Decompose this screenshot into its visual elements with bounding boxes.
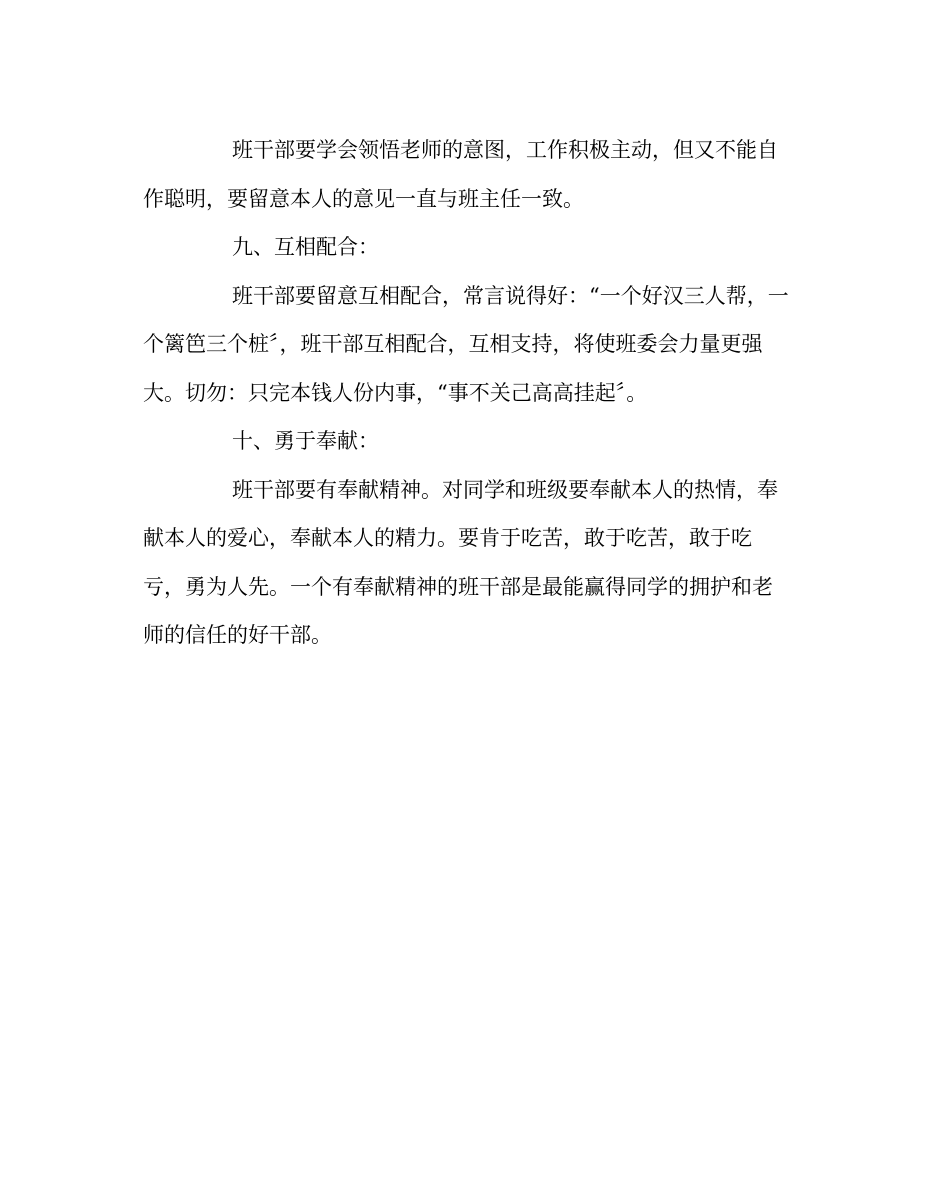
paragraph-line: 作聪明，要留意本人的意见一直与班主任一致。 [143, 186, 584, 211]
paragraph-line: 班干部要有奉献精神。对同学和班级要奉献本人的热情，奉 [232, 477, 778, 502]
paragraph-line: 大。切勿：只完本钱人份内事，“事不关己高高挂起〞。 [143, 380, 648, 405]
section-heading: 九、互相配合： [232, 235, 379, 259]
paragraph-line: 师的信任的好干部。 [143, 623, 332, 647]
section-heading: 十、勇于奉献： [232, 429, 379, 453]
document-body [143, 126, 808, 660]
paragraph-line: 献本人的爱心，奉献本人的精力。要肯于吃苦，敢于吃苦，敢于吃 [143, 526, 752, 550]
paragraph-line: 亏，勇为人先。一个有奉献精神的班干部是最能赢得同学的拥护和老 [143, 574, 773, 599]
paragraph-line: 班干部要学会领悟老师的意图，工作积极主动，但又不能自 [232, 138, 778, 162]
paragraph-line: 个篱笆三个桩〞，班干部互相配合，互相支持，将使班委会力量更强 [143, 332, 763, 356]
paragraph-line: 班干部要留意互相配合，常言说得好：“一个好汉三人帮，一 [232, 283, 789, 308]
